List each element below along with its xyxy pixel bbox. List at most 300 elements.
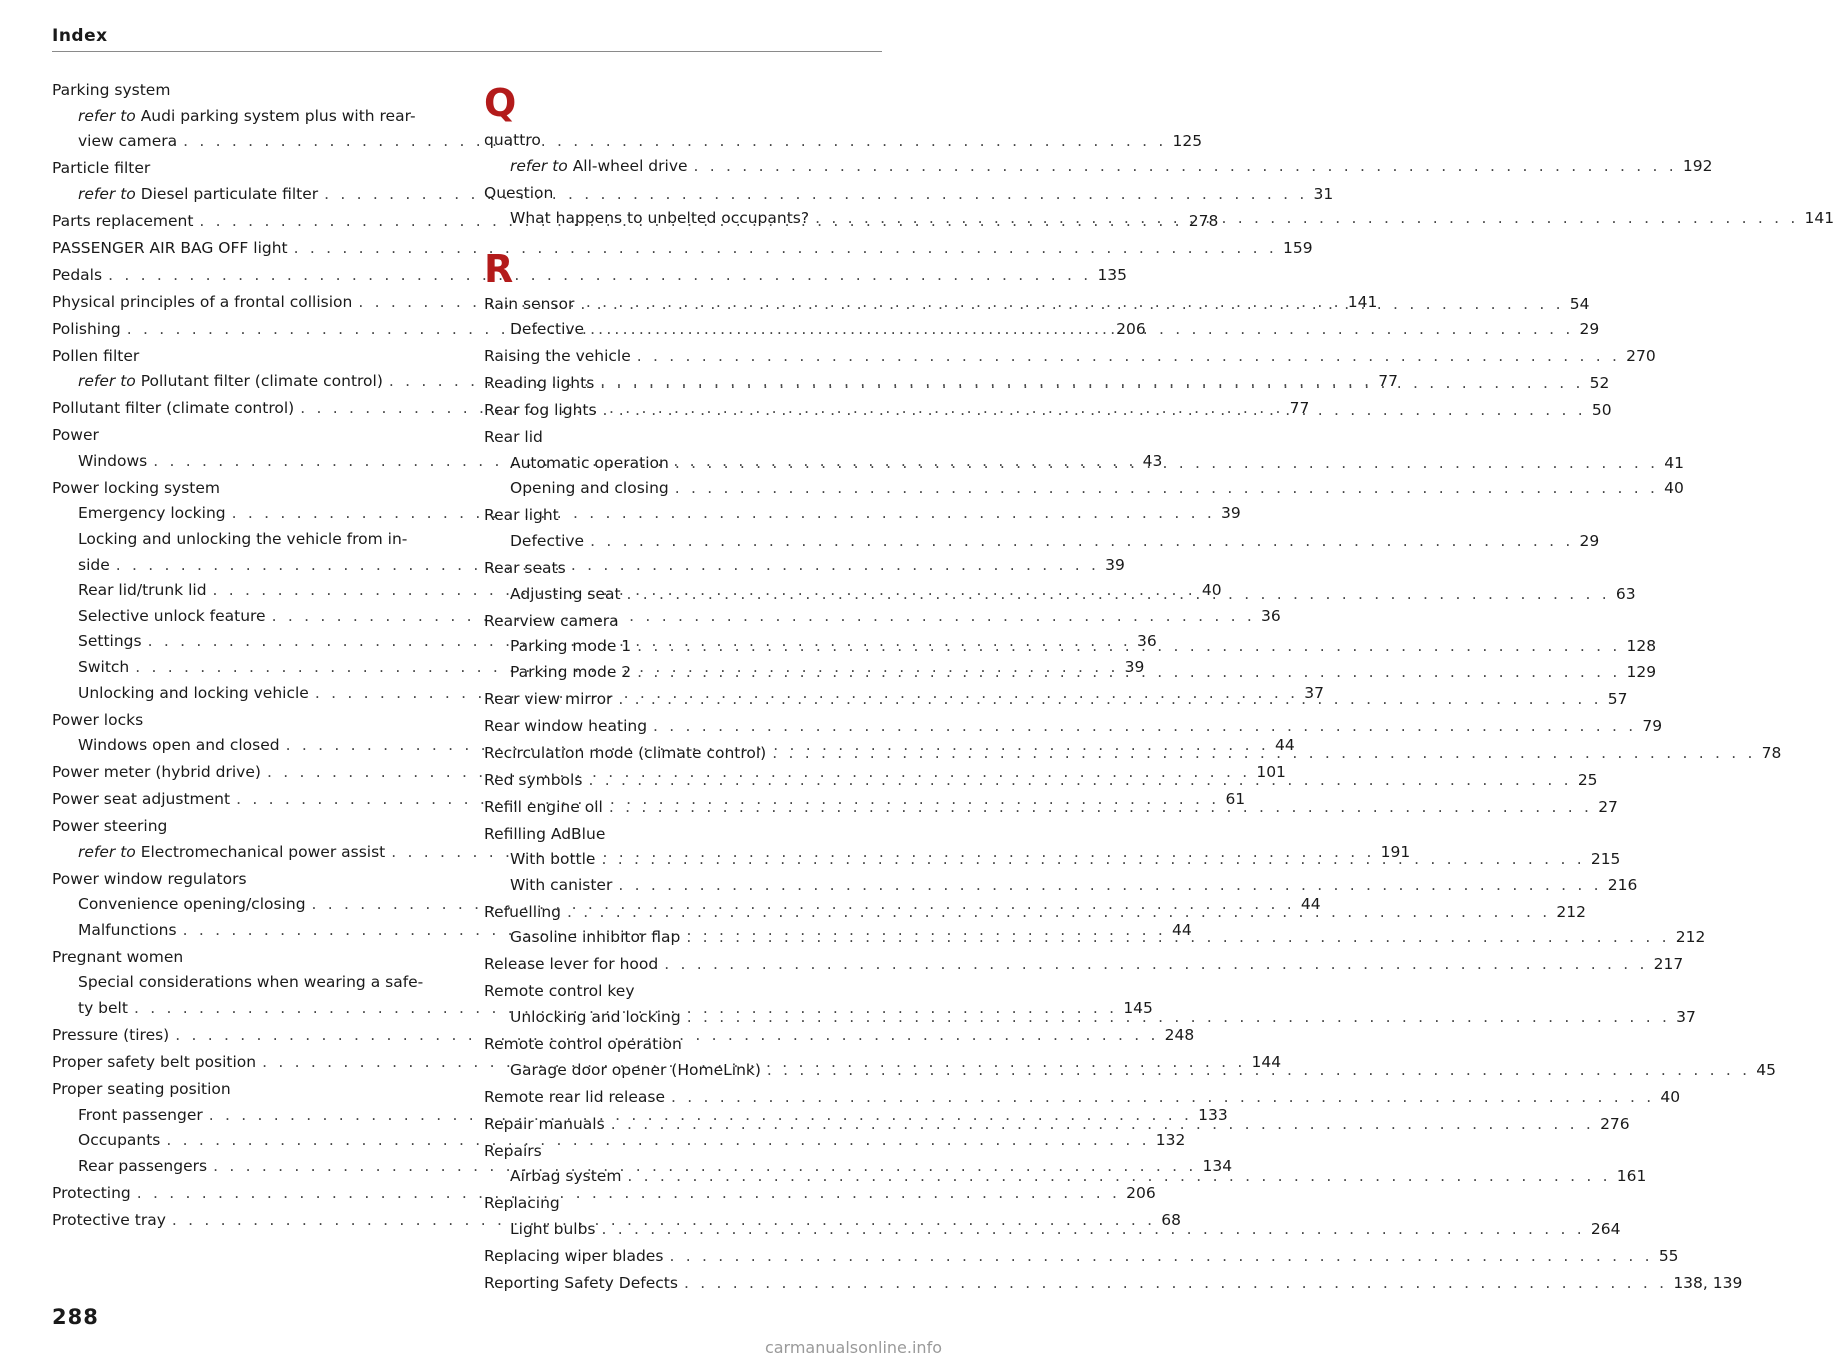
entry-text: Protecting [52, 1183, 131, 1202]
entry-page: 145 [1123, 999, 1153, 1018]
entry-term [78, 527, 407, 553]
entry-page: 138, 139 [1673, 1273, 1743, 1292]
entry-text: quattro [484, 131, 541, 149]
entry-page: 216 [1607, 875, 1638, 894]
entry-page: 192 [1682, 156, 1713, 175]
entry-text: Pollutant filter (climate control) [52, 399, 295, 418]
entry-page: 276 [1600, 1114, 1630, 1133]
entry-text: Parking system [52, 81, 171, 99]
entry-text: ty belt [78, 999, 128, 1018]
entry-text: All-wheel drive [567, 156, 688, 175]
leader-dots [584, 529, 1579, 555]
entry-text: Rain sensor [484, 294, 575, 313]
entry-term [510, 873, 612, 899]
entry-page: 36 [1136, 632, 1157, 651]
index-entry [52, 78, 450, 104]
entry-page: 57 [1607, 689, 1628, 708]
leader-dots [669, 476, 1664, 502]
index-entry [52, 263, 1128, 289]
entry-term [484, 822, 605, 848]
refer-to-label: refer to [78, 372, 136, 391]
entry-text: Automatic operation [510, 453, 669, 472]
entry-term [78, 1128, 160, 1154]
entry-text: Reading lights [484, 374, 595, 393]
entry-page: 50 [1591, 401, 1612, 420]
entry-term [510, 206, 809, 232]
entry-page: 31 [1313, 184, 1334, 203]
index-entry [52, 945, 450, 971]
index-entry [52, 156, 450, 182]
entry-term [510, 154, 688, 180]
entry-text: view camera [78, 132, 178, 151]
entry-text: Pressure (tires) [52, 1026, 170, 1045]
entry-text: Switch [78, 657, 130, 676]
index-entry [52, 423, 450, 449]
leader-dots [594, 371, 1589, 397]
entry-text: Settings [78, 632, 142, 651]
entry-text: Opening and closing [510, 479, 669, 498]
entry-page: 37 [1304, 683, 1324, 702]
entry-term [78, 553, 110, 579]
entry-term [484, 292, 574, 318]
entry-page: 159 [1283, 238, 1313, 257]
leader-dots [663, 1244, 1658, 1270]
entry-page: 63 [1615, 584, 1636, 603]
entry-text: Rear view mirror [484, 689, 613, 708]
entry-text: Defective [510, 320, 585, 339]
index-entry [484, 952, 1684, 978]
entry-page: 133 [1198, 1105, 1228, 1124]
entry-term [78, 578, 207, 604]
entry-text: Reporting Safety Defects [484, 1273, 678, 1292]
entry-text: PASSENGER AIR BAG OFF light [52, 238, 288, 257]
entry-text: Unlocking and locking vehicle [78, 683, 309, 702]
index-entry [484, 1191, 882, 1217]
index-entry [484, 979, 882, 1005]
entry-term [52, 1023, 169, 1049]
entry-term [510, 451, 669, 477]
entry-term [78, 892, 306, 918]
entry-term [484, 503, 559, 529]
entry-term [52, 1050, 256, 1076]
entry-text: Windows open and closed [78, 736, 280, 755]
entry-term [484, 556, 566, 582]
entry-page: 161 [1616, 1167, 1647, 1186]
leader-dots [582, 768, 1577, 794]
entry-text: Light bulbs [510, 1219, 596, 1238]
entry-term [78, 733, 280, 759]
entry-text: Power meter (hybrid drive) [52, 763, 261, 782]
leader-dots [681, 1005, 1676, 1031]
index-entry [484, 529, 1600, 555]
refer-to-label: refer to [78, 842, 136, 861]
entry-term [484, 398, 597, 424]
entry-page: 37 [1676, 1008, 1696, 1027]
leader-dots [621, 1164, 1616, 1190]
entry-text: Repairs [484, 1141, 542, 1160]
index-entry [52, 970, 450, 996]
leader-dots [603, 795, 1598, 821]
entry-term [78, 1154, 207, 1180]
entry-term [510, 1164, 621, 1190]
entry-text: With canister [510, 875, 613, 894]
entry-page: 135 [1097, 265, 1128, 284]
entry-page: 191 [1380, 842, 1411, 861]
entry-text: Convenience opening/closing [78, 895, 306, 914]
index-entry [484, 1139, 882, 1165]
entry-text: Front passenger [78, 1105, 203, 1124]
entry-term [484, 1032, 682, 1058]
index-entry [484, 425, 882, 451]
leader-dots [678, 1271, 1673, 1297]
entry-text: Defective [510, 532, 585, 551]
entry-page: 29 [1579, 320, 1600, 339]
index-entry [484, 609, 882, 635]
entry-page: 264 [1590, 1219, 1621, 1238]
index-entry [484, 714, 1663, 740]
entry-page: 248 [1164, 1026, 1195, 1045]
entry-term [510, 660, 631, 686]
index-entry [52, 476, 450, 502]
entry-page: 44 [1300, 895, 1321, 914]
leader-dots [612, 687, 1607, 713]
entry-text: Garage door opener (HomeLink) [510, 1060, 761, 1079]
index-entry [52, 104, 450, 130]
entry-text: Rear passengers [78, 1156, 208, 1175]
leader-dots [761, 1058, 1756, 1084]
index-entry [484, 128, 882, 154]
entry-text: Repair manuals [484, 1114, 605, 1133]
index-entry [52, 708, 450, 734]
entry-page: 25 [1577, 770, 1598, 789]
entry-page: 134 [1202, 1156, 1233, 1175]
entry-page: 40 [1660, 1087, 1681, 1106]
entry-term [52, 317, 121, 343]
entry-text: Refilling AdBlue [484, 824, 606, 843]
index-entry [484, 822, 882, 848]
page-number: 288 [52, 1305, 99, 1329]
entry-page: 29 [1579, 532, 1600, 551]
entry-page: 40 [1201, 581, 1222, 600]
entry-term [510, 476, 669, 502]
entry-page: 54 [1569, 294, 1590, 313]
entry-text: Diesel particulate filter [135, 184, 319, 203]
entry-text: Pollen filter [52, 346, 140, 365]
entry-term [484, 181, 553, 207]
entry-term [52, 290, 352, 316]
entry-term [510, 1005, 681, 1031]
entry-term [484, 952, 658, 978]
entry-page: 212 [1675, 928, 1706, 947]
entry-term [484, 371, 594, 397]
entry-text: Parking mode 1 [510, 637, 632, 656]
leader-dots [631, 634, 1626, 660]
index-entry [52, 1077, 450, 1103]
entry-term [484, 741, 766, 767]
entry-text: Rear window heating [484, 716, 648, 735]
entry-page: 128 [1626, 637, 1657, 656]
entry-page: 101 [1256, 763, 1286, 782]
entry-term [484, 1244, 663, 1270]
entry-term [78, 629, 142, 655]
entry-page: 77 [1378, 372, 1398, 391]
entry-term [484, 768, 582, 794]
entry-term [484, 979, 635, 1005]
entry-term [52, 1077, 231, 1103]
index-entry [484, 181, 882, 207]
entry-page: 278 [1188, 211, 1219, 230]
entry-text: Power [52, 426, 99, 445]
entry-text: Airbag system [510, 1167, 622, 1186]
entry-term [484, 795, 603, 821]
entry-text: Unlocking and locking [510, 1008, 681, 1027]
entry-text: Polishing [52, 319, 121, 338]
entry-text: Rear lid [484, 428, 543, 447]
entry-page: 39 [1124, 657, 1145, 676]
index-entry [484, 1085, 1681, 1111]
entry-term [78, 369, 383, 395]
entry-page: 36 [1260, 606, 1281, 625]
entry-term [78, 996, 128, 1022]
entry-text: Gasoline inhibitor flap [510, 928, 681, 947]
index-entry [484, 556, 882, 582]
entry-term [484, 900, 561, 926]
index-entry [52, 867, 450, 893]
entry-term [78, 840, 385, 866]
refer-to-label: refer to [78, 184, 136, 203]
entry-text: Protective tray [52, 1210, 166, 1229]
leader-dots [621, 582, 1616, 608]
leader-dots [612, 873, 1607, 899]
entry-page: 141 [1347, 292, 1378, 311]
entry-page: 39 [1105, 555, 1125, 574]
entry-page: 141 [1804, 209, 1834, 228]
entry-term [52, 209, 193, 235]
watermark: carmanualsonline.info [764, 1338, 942, 1357]
leader-dots [766, 741, 1761, 767]
index-entry [52, 527, 450, 553]
leader-dots [561, 900, 1556, 926]
entry-text: Rear seats [484, 559, 566, 578]
entry-term [78, 1103, 203, 1129]
entry-text: Occupants [78, 1131, 161, 1150]
entry-term [510, 582, 621, 608]
leader-dots [647, 714, 1642, 740]
entry-page: 270 [1626, 347, 1656, 366]
entry-text: Physical principles of a frontal collision [52, 292, 353, 311]
header-divider [52, 51, 882, 52]
entry-page: 78 [1761, 743, 1782, 762]
entry-term [52, 476, 220, 502]
entry-text: Pregnant women [52, 947, 184, 966]
entry-term [78, 970, 423, 996]
entry-page: 206 [1116, 319, 1146, 338]
leader-dots [596, 1217, 1591, 1243]
entry-page: 129 [1626, 662, 1657, 681]
entry-text: Parts replacement [52, 211, 194, 230]
leader-dots [597, 398, 1592, 424]
leader-dots [631, 660, 1626, 686]
entry-term [510, 847, 595, 873]
entry-text: Remote control key [484, 982, 635, 1001]
entry-term [484, 687, 612, 713]
index-entry [484, 1271, 1743, 1297]
entry-text: Malfunctions [78, 920, 177, 939]
entry-text: Replacing [484, 1194, 560, 1213]
leader-dots [809, 206, 1804, 232]
entry-page: 52 [1589, 374, 1610, 393]
entry-page: 212 [1556, 902, 1586, 921]
entry-term [510, 317, 584, 343]
entry-text: Pedals [52, 265, 103, 284]
entry-term [484, 425, 543, 451]
entry-term [52, 787, 230, 813]
entry-term [484, 344, 631, 370]
entry-term [510, 529, 584, 555]
entry-page: 45 [1756, 1060, 1777, 1079]
section-heading-q: Q [484, 81, 517, 125]
index-entry [484, 1032, 882, 1058]
entry-text: Rear light [484, 506, 559, 525]
entry-text: Power locks [52, 710, 144, 729]
index-entry [484, 154, 1713, 180]
entry-text: Raising the vehicle [484, 347, 631, 366]
entry-term [78, 104, 416, 130]
entry-text: Power steering [52, 817, 168, 836]
entry-page: 144 [1251, 1053, 1282, 1071]
leader-dots [688, 154, 1683, 180]
entry-text: Red symbols [484, 770, 583, 789]
entry-text: Rearview camera [484, 611, 619, 630]
entry-term [484, 1191, 560, 1217]
entry-term [484, 128, 541, 154]
entry-text: Windows [78, 451, 148, 470]
entry-text: Refill engine oil [484, 797, 603, 816]
entry-term [78, 655, 129, 681]
entry-text: Emergency locking [78, 504, 226, 523]
entry-page: 125 [1172, 132, 1203, 151]
entry-text: Special considerations when wearing a safe- [78, 973, 424, 992]
entry-text: Proper safety belt position [52, 1053, 257, 1071]
entry-term [52, 708, 143, 734]
entry-term [52, 760, 261, 786]
leader-dots [605, 1112, 1600, 1138]
entry-page: 44 [1171, 920, 1192, 939]
entry-text: Selective unlock feature [78, 606, 266, 625]
entry-page: 217 [1653, 955, 1684, 974]
entry-text: Rear lid/trunk lid [78, 581, 207, 600]
entry-page: 79 [1642, 716, 1663, 735]
index-entry [52, 814, 450, 840]
refer-to-label: refer to [78, 106, 136, 125]
entry-term [484, 1139, 542, 1165]
entry-term [52, 814, 167, 840]
entry-text: Power window regulators [52, 869, 247, 888]
leader-dots [595, 847, 1590, 873]
entry-page: 41 [1664, 453, 1684, 472]
entry-term [52, 236, 288, 262]
section-heading-r: R [484, 246, 514, 291]
entry-page: 43 [1142, 451, 1163, 470]
entry-term [52, 396, 294, 422]
entry-page: 68 [1161, 1210, 1181, 1229]
entry-term [52, 1181, 131, 1207]
leader-dots [680, 925, 1675, 951]
leader-dots [574, 292, 1569, 318]
entry-term [52, 156, 150, 182]
entry-text: Refuelling [484, 902, 562, 921]
refer-to-label: refer to [510, 156, 568, 175]
entry-text: Remote control operation [484, 1035, 682, 1054]
entry-text: Electromechanical power assist [135, 842, 386, 861]
entry-page: 39 [1220, 504, 1241, 523]
index-entry [484, 1244, 1679, 1270]
entry-page: 77 [1289, 399, 1310, 418]
entry-term [510, 1058, 761, 1084]
leader-dots [658, 952, 1653, 978]
entry-term [78, 182, 318, 208]
leader-dots [665, 1085, 1660, 1111]
entry-term [52, 263, 102, 289]
leader-dots [669, 451, 1664, 477]
entry-term [78, 129, 177, 155]
entry-term [78, 604, 266, 630]
entry-text: Adjusting seat [510, 584, 621, 603]
entry-term [484, 1271, 678, 1297]
entry-text: Locking and unlocking the vehicle from in- [78, 530, 408, 548]
entry-text: Release lever for hood [484, 955, 659, 974]
entry-term [510, 634, 631, 660]
entry-text: Remote rear lid release [484, 1087, 665, 1106]
entry-term [52, 1208, 166, 1234]
entry-text: What happens to unbelted occupants? [510, 209, 810, 228]
entry-text: Power seat adjustment [52, 790, 231, 809]
entry-term [52, 344, 139, 370]
entry-term [78, 681, 309, 707]
entry-page: 206 [1126, 1183, 1156, 1202]
entry-text: Audi parking system plus with rear- [135, 106, 416, 125]
entry-term [78, 501, 226, 527]
entry-text: Rear fog lights [484, 401, 597, 420]
entry-text: Particle filter [52, 159, 151, 178]
entry-term [510, 1217, 596, 1243]
entry-text: side [78, 555, 110, 574]
entry-term [52, 867, 247, 893]
entry-text: Proper seating position [52, 1079, 231, 1098]
index-entry [484, 476, 1684, 502]
entry-page: 55 [1658, 1246, 1679, 1265]
entry-term [52, 423, 99, 449]
index-header: Index [52, 26, 108, 46]
leader-dots [584, 317, 1579, 343]
entry-page: 61 [1225, 790, 1246, 809]
index-entry [52, 344, 450, 370]
entry-page: 27 [1598, 797, 1618, 816]
index-entry [484, 503, 882, 529]
index-entry [52, 236, 1313, 262]
entry-text: Question [484, 183, 554, 202]
entry-term [484, 609, 619, 635]
entry-term [484, 1112, 605, 1138]
entry-text: With bottle [510, 850, 596, 869]
entry-page: 40 [1664, 479, 1684, 498]
entry-page: 132 [1155, 1131, 1186, 1150]
entry-text: Recirculation mode (climate control) [484, 743, 767, 762]
entry-text: Parking mode 2 [510, 662, 632, 681]
entry-term [78, 918, 177, 944]
index-entry [484, 344, 1656, 370]
entry-term [52, 78, 170, 104]
